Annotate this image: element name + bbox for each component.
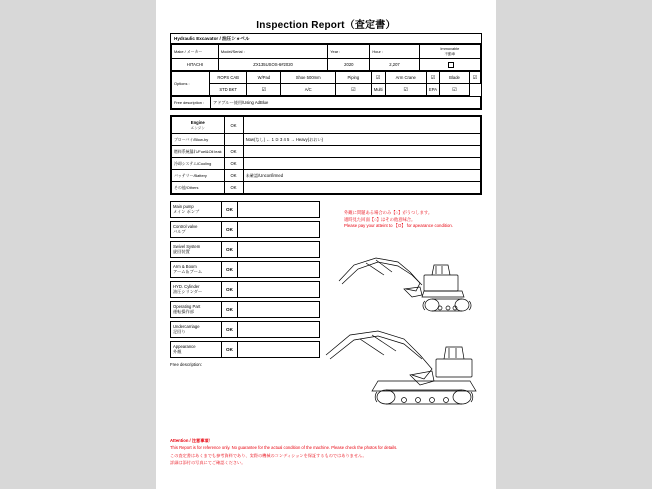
part-name: Arm & Boom アーム＆ブーム [170, 261, 222, 278]
year-value: 2020 [328, 59, 370, 71]
engine-row-ok[interactable]: OK [224, 182, 243, 194]
part-name: Swivel System 旋回装置 [170, 241, 222, 258]
part-row-main-pump [170, 201, 320, 218]
engine-row-ok[interactable] [224, 134, 243, 146]
part-row-arm-boom [170, 261, 320, 278]
option-blade-check[interactable]: ☑ [470, 72, 481, 84]
option-shoe[interactable]: Shoe 500mm [281, 72, 336, 84]
part-ok[interactable]: OK [222, 221, 238, 238]
engine-row-label: 冷却システム/Cooling [172, 158, 225, 170]
section-title: Hydraulic Excavator / 油圧ショベル [171, 34, 481, 44]
part-name: Main pump メイン ポンプ [170, 201, 222, 218]
options-label: Options : [172, 72, 210, 96]
engine-table [171, 116, 481, 194]
engine-row-ok[interactable]: OK [224, 170, 243, 182]
part-row-swivel-system [170, 241, 320, 258]
part-value[interactable] [238, 241, 320, 258]
engine-row-label: バッテリー/Battery [172, 170, 225, 182]
spec-table [171, 44, 481, 71]
engine-ok[interactable]: OK [224, 117, 243, 134]
part-ok[interactable]: OK [222, 201, 238, 218]
parts-list [170, 201, 320, 367]
immovable-label: Immovable 不動車 [419, 45, 480, 59]
spec-header-row [172, 45, 481, 59]
engine-header-row [172, 117, 481, 134]
option-epa-check[interactable]: ☑ [440, 84, 470, 96]
engine-row-value[interactable] [243, 158, 480, 170]
option-std-bkt-check[interactable]: ☑ [247, 84, 281, 96]
appearance-note-line3: Please pay your atteint to 【O】 for apearance condition. [344, 223, 453, 229]
part-ok[interactable]: OK [222, 321, 238, 338]
hour-value: 2,207 [370, 59, 419, 71]
make-label: Make / メーカー [172, 45, 219, 59]
free-description-table [171, 96, 481, 109]
part-value[interactable] [238, 341, 320, 358]
free-description-row [172, 97, 481, 109]
options-row-2 [172, 84, 481, 96]
option-piping-check[interactable]: ☑ [371, 72, 385, 84]
attention-block [170, 437, 482, 466]
attention-line-1: This Report is for reference only. No guarantee for the actual condition of the machine. Please check the photos for details. [170, 445, 398, 451]
part-name: HYD. Cylinder 油圧シリンダー [170, 281, 222, 298]
attention-line-3: 詳細は添付の写真にてご確認ください。 [170, 460, 246, 466]
year-label: Year : [328, 45, 370, 59]
excavator-side-view-drawing [336, 245, 488, 320]
page-title: Inspection Report（査定書） [256, 20, 396, 31]
part-value[interactable] [238, 221, 320, 238]
engine-row-others [172, 182, 481, 194]
options-table [171, 71, 481, 96]
free-description-value[interactable]: アドブルー使用/Using AdBlue [211, 97, 481, 109]
engine-title: Engine エンジン [172, 117, 225, 134]
appearance-note [344, 210, 482, 230]
engine-row-label: ブローバイ/Blow-by [172, 134, 225, 146]
part-value[interactable] [238, 201, 320, 218]
appearance-note-line1: 外観に問題ある場合のみ【○】がうつします。 [344, 210, 433, 215]
part-value[interactable] [238, 261, 320, 278]
part-name: Operating Part 運転操作部 [170, 301, 222, 318]
option-std-bkt[interactable]: STD BKT [209, 84, 247, 96]
part-row-operating-part [170, 301, 320, 318]
spec-block [170, 33, 482, 110]
option-epa[interactable]: EPA [426, 84, 439, 96]
engine-row-value[interactable]: Now(なし) ← 1 ② 3 4 5 → Heavy(おおい) [243, 134, 480, 146]
part-ok[interactable]: OK [222, 301, 238, 318]
attention-line-2: この査定書はあくまでも参考資料であり、実際の機械のコンディションを保証するものではありません。 [170, 452, 367, 458]
engine-row-value[interactable] [243, 146, 480, 158]
excavator-front-view-drawing [320, 325, 488, 411]
attention-title: Attention / 注意事項！ [170, 438, 213, 443]
engine-row-cooling [172, 158, 481, 170]
report-page [156, 0, 496, 489]
engine-row-label: その他/Others [172, 182, 225, 194]
engine-row-ok[interactable]: OK [224, 158, 243, 170]
engine-header-value[interactable] [243, 117, 480, 134]
engine-row-blowby [172, 134, 481, 146]
free-description-label: Free description : [172, 97, 211, 109]
engine-block [170, 115, 482, 195]
option-ac[interactable]: A/C [281, 84, 336, 96]
part-name: Appearance 外観 [170, 341, 222, 358]
engine-row-ok[interactable]: OK [224, 146, 243, 158]
engine-row-fuel [172, 146, 481, 158]
part-row-undercarriage [170, 321, 320, 338]
part-ok[interactable]: OK [222, 281, 238, 298]
part-row-control-valve [170, 221, 320, 238]
free-description-bottom: Free description: [170, 361, 203, 367]
option-multi[interactable]: Multi [371, 84, 385, 96]
option-wpad[interactable]: W/Pad [247, 72, 281, 84]
part-ok[interactable]: OK [222, 261, 238, 278]
option-arm-crane[interactable]: Arm Crane [385, 72, 426, 84]
part-row-appearance [170, 341, 320, 358]
engine-row-value[interactable]: 未確認/Unconfirmed [243, 170, 480, 182]
appearance-note-line2: 適時見た回面【○】はその他意味合。 [344, 216, 416, 222]
hour-label: Hour : [370, 45, 419, 59]
engine-row-label: 燃料系統漏れ/Fuel&Oil leak [172, 146, 225, 158]
model-value: ZX135USOS-6#2020 [218, 59, 327, 71]
part-row-hyd-cylinder [170, 281, 320, 298]
part-name: Undercarriage 足回り [170, 321, 222, 338]
option-arm-crane-check[interactable]: ☑ [426, 72, 439, 84]
option-piping[interactable]: Piping [336, 72, 372, 84]
option-ac-check[interactable]: ☑ [336, 84, 372, 96]
option-blade[interactable]: Blade [440, 72, 470, 84]
options-blank [470, 84, 481, 96]
part-ok[interactable]: OK [222, 241, 238, 258]
model-label: Model/Serial : [218, 45, 327, 59]
options-row-1 [172, 72, 481, 84]
engine-row-battery [172, 170, 481, 182]
option-multi-check[interactable]: ☑ [385, 84, 426, 96]
part-ok[interactable]: OK [222, 341, 238, 358]
report-sheet [170, 33, 482, 367]
make-value: HITACHI [172, 59, 219, 71]
option-rops-cab[interactable]: ROPS CAB [209, 72, 247, 84]
immovable-checkbox[interactable] [419, 59, 480, 71]
part-value[interactable] [238, 281, 320, 298]
engine-row-value[interactable] [243, 182, 480, 194]
part-value[interactable] [238, 301, 320, 318]
part-name: Control valve バルブ [170, 221, 222, 238]
part-value[interactable] [238, 321, 320, 338]
spec-value-row [172, 59, 481, 71]
